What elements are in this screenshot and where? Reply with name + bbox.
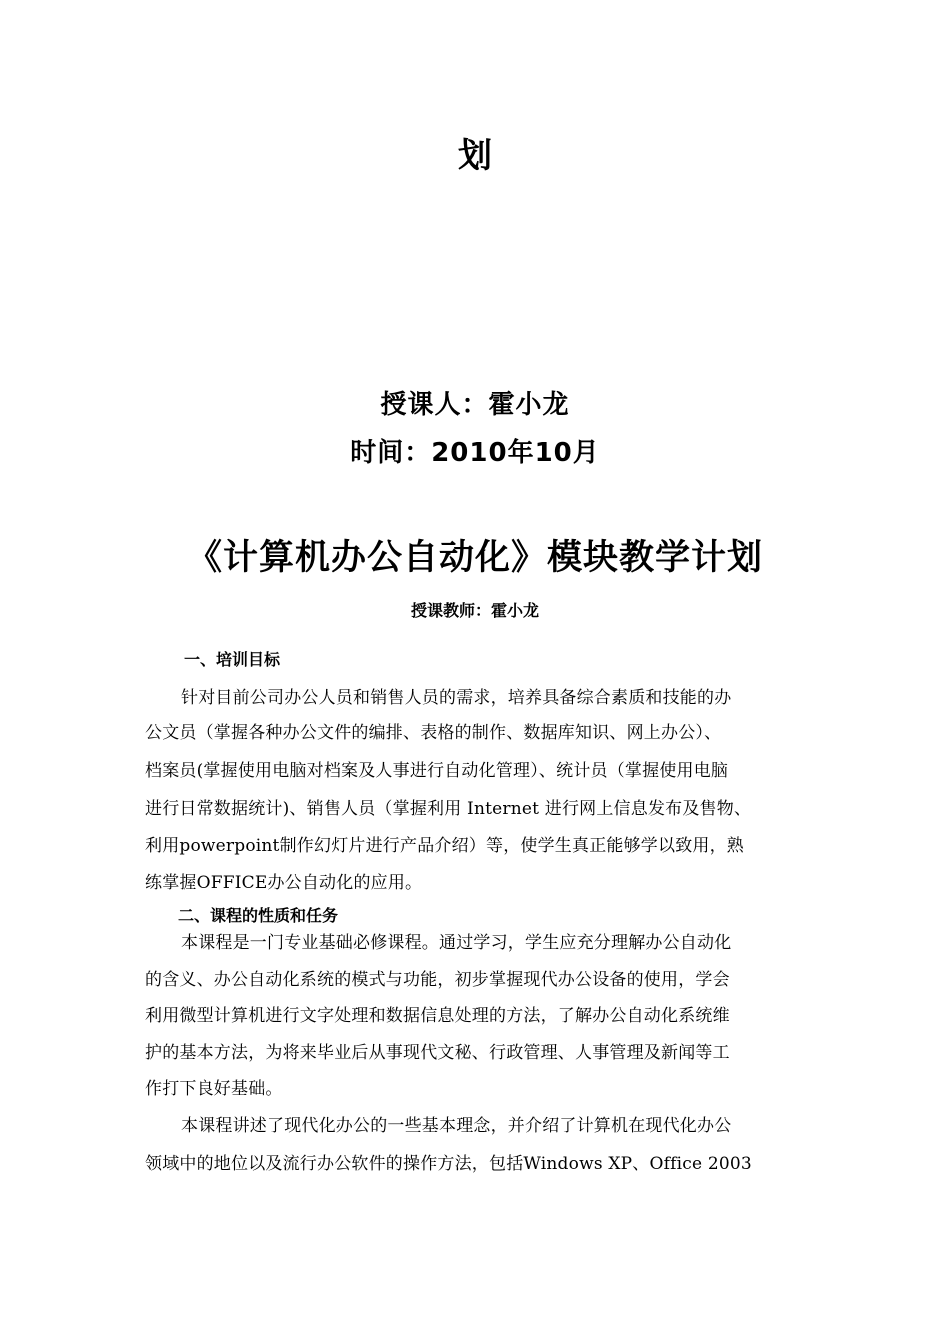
- cover-teacher-line: 授课人：霍小龙: [380, 390, 570, 420]
- paragraph-line: 档案员(掌握使用电脑对档案及人事进行自动化管理）、统计员（掌握使用电脑: [145, 761, 729, 781]
- paragraph-line: 针对目前公司办公人员和销售人员的需求，培养具备综合素质和技能的办: [181, 688, 732, 708]
- paragraph-line: 护的基本方法，为将来毕业后从事现代文秘、行政管理、人事管理及新闻等工: [145, 1043, 730, 1063]
- plan-teacher: 授课教师：霍小龙: [410, 601, 539, 620]
- paragraph-line: 本课程是一门专业基础必修课程。通过学习，学生应充分理解办公自动化: [181, 933, 732, 953]
- section-heading-course-nature: 二、课程的性质和任务: [178, 906, 339, 925]
- paragraph-line: 练掌握OFFICE办公自动化的应用。: [145, 873, 423, 893]
- plan-title: 《计算机办公自动化》模块教学计划: [186, 538, 763, 578]
- paragraph-line: 本课程讲述了现代化办公的一些基本理念，并介绍了计算机在现代化办公: [181, 1116, 732, 1136]
- paragraph-line: 利用powerpoint制作幻灯片进行产品介绍）等，使学生真正能够学以致用，熟: [145, 836, 744, 856]
- paragraph-line: 公文员（掌握各种办公文件的编排、表格的制作、数据库知识、网上办公）、: [145, 723, 722, 743]
- cover-large-character: 划: [458, 136, 492, 176]
- section-heading-training-goals: 一、培训目标: [184, 650, 281, 669]
- paragraph-line: 进行日常数据统计)、销售人员（掌握利用 Internet 进行网上信息发布及售物、: [145, 799, 752, 819]
- paragraph-line: 的含义、办公自动化系统的模式与功能，初步掌握现代办公设备的使用，学会: [145, 970, 730, 990]
- paragraph-line: 领域中的地位以及流行办公软件的操作方法，包括Windows XP、Office 2003: [145, 1154, 752, 1174]
- paragraph-line: 利用微型计算机进行文字处理和数据信息处理的方法，了解办公自动化系统维: [145, 1006, 730, 1026]
- paragraph-line: 作打下良好基础。: [145, 1079, 283, 1099]
- cover-time-line: 时间：2010年10月: [350, 438, 600, 468]
